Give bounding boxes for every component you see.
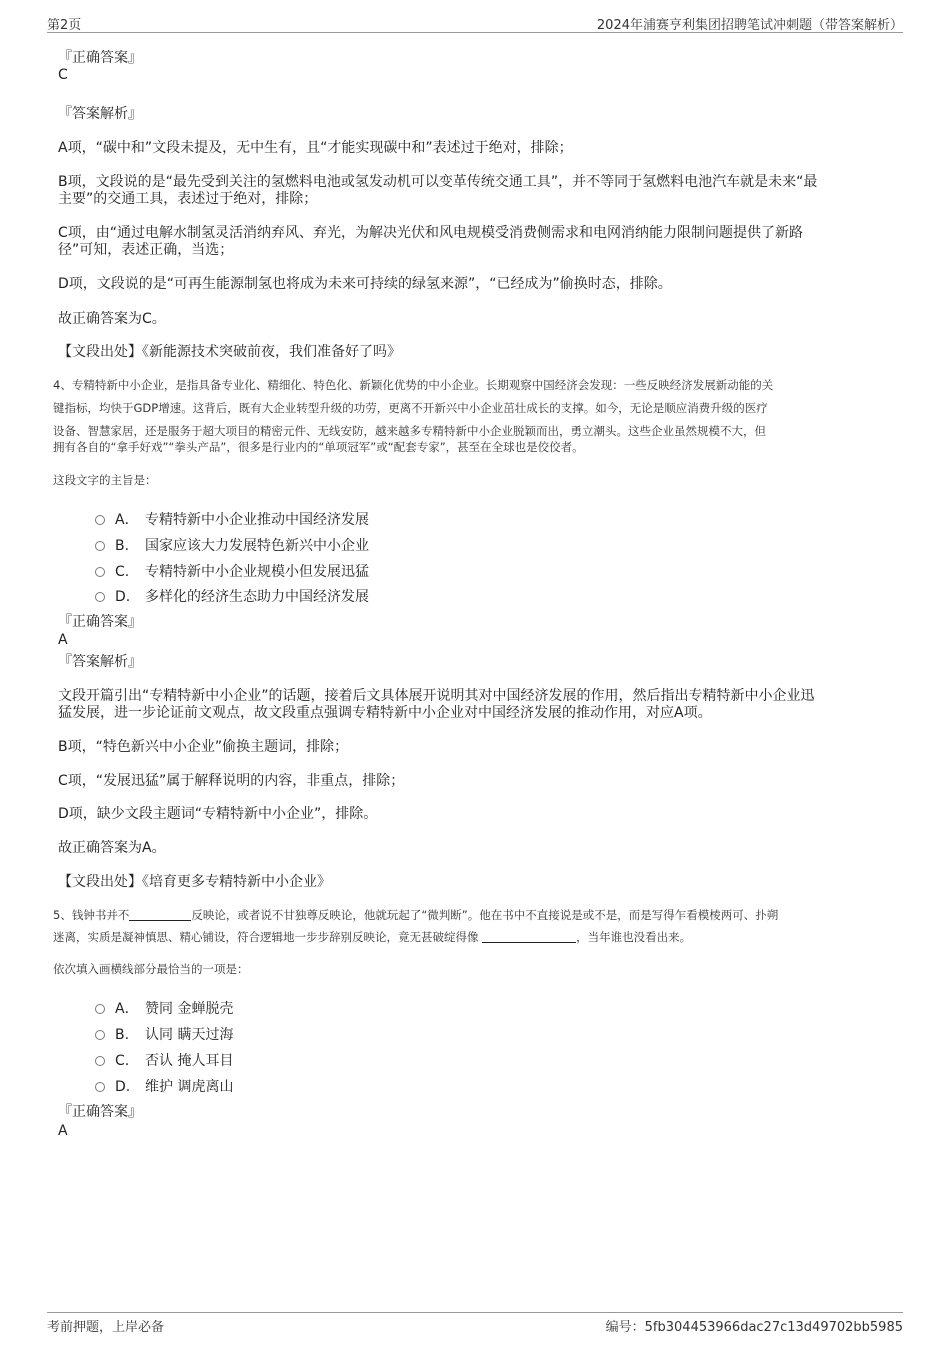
blank-line [129, 908, 191, 921]
option-c[interactable]: C. 否认 掩人耳目 [95, 1050, 233, 1070]
blank-line [482, 930, 576, 943]
radio-icon[interactable] [95, 1004, 105, 1014]
option-b[interactable]: B. 认同 瞒天过海 [95, 1024, 233, 1044]
analysis-b-1: B项，文段说的是“最先受到关注的氢燃料电池或氢发动机可以变革传统交通工具”，并不等同于氢燃料电池汽车就是未来“最 [58, 174, 818, 190]
analysis-label: 『答案解析』 [58, 654, 142, 670]
conclusion: 故正确答案为C。 [58, 311, 166, 327]
answer-value: C [58, 67, 68, 83]
option-a[interactable]: A． 赞同 金蝉脱壳 [95, 998, 233, 1018]
page-number: 第2页 [47, 18, 82, 33]
question-4-stem-2: 键指标，均快于GDP增速。这背后，既有大企业转型升级的功劳，更离不开新兴中小企业茁壮成长的支撑。如今，无论是顺应消费升级的医疗 [53, 401, 768, 415]
answer-value: A [58, 632, 68, 648]
footer-slogan: 考前押题，上岸必备 [47, 1320, 165, 1335]
document-title: 2024年浦赛亨利集团招聘笔试冲刺题（带答案解析） [596, 18, 903, 33]
analysis-1: 文段开篇引出“专精特新中小企业”的话题，接着后文具体展开说明其对中国经济发展的作用，然后指出专精特新中小企业迅 [58, 688, 815, 704]
radio-icon[interactable] [95, 592, 105, 602]
radio-icon[interactable] [95, 1082, 105, 1092]
document-id: 编号：5fb304453966dac27c13d49702bb5985 [605, 1320, 903, 1335]
analysis-c: C项，“发展迅猛”属于解释说明的内容，非重点，排除； [58, 773, 405, 789]
answer-value: A [58, 1123, 68, 1139]
answer-label: 『正确答案』 [58, 1104, 142, 1120]
option-b[interactable]: B. 国家应该大力发展特色新兴中小企业 [95, 535, 369, 555]
question-5-stem-1: 5、钱钟书并不 反映论，或者说不甘独尊反映论，他就玩起了“微判断”。他在书中不直接说是或不是，而是写得乍看模棱两可、扑朔 [53, 908, 779, 922]
answer-label: 『正确答案』 [58, 614, 142, 630]
page-header [47, 12, 903, 33]
analysis-c-2: 径”可知，表述正确，当选； [58, 242, 234, 258]
source: 【文段出处】《培育更多专精特新中小企业》 [58, 874, 331, 890]
question-5-prompt: 依次填入画横线部分最恰当的一项是： [53, 962, 249, 976]
radio-icon[interactable] [95, 567, 105, 577]
page-footer [47, 1312, 903, 1335]
option-d[interactable]: D. 维护 调虎离山 [95, 1076, 233, 1096]
option-a[interactable]: A． 专精特新中小企业推动中国经济发展 [95, 509, 369, 529]
analysis-c-1: C项，由“通过电解水制氢灵活消纳弃风、弃光，为解决光伏和风电规模受消费侧需求和电网消纳能力限制问题提供了新路 [58, 225, 804, 241]
analysis-a: A项，“碳中和”文段未提及，无中生有，且“才能实现碳中和”表述过于绝对，排除； [58, 140, 573, 156]
analysis-b: B项，“特色新兴中小企业”偷换主题词，排除； [58, 739, 349, 755]
option-c[interactable]: C. 专精特新中小企业规模小但发展迅猛 [95, 561, 369, 581]
radio-icon[interactable] [95, 515, 105, 525]
radio-icon[interactable] [95, 1030, 105, 1040]
analysis-label: 『答案解析』 [58, 106, 142, 122]
analysis-b-2: 主要”的交通工具，表述过于绝对，排除； [58, 191, 318, 207]
question-4-stem-1: 4、专精特新中小企业，是指具备专业化、精细化、特色化、新颖化优势的中小企业。长期观察中国经济会发现：一些反映经济发展新动能的关 [53, 378, 774, 392]
question-5-stem-2: 迷离，实质是凝神慎思、精心铺设，符合逻辑地一步步辞别反映论，竟无甚破绽得像 ，当年谁也没看出来。 [53, 930, 692, 944]
answer-label: 『正确答案』 [58, 50, 142, 66]
analysis-d: D项，文段说的是“可再生能源制氢也将成为未来可持续的绿氢来源”，“已经成为”偷换时态，排除。 [58, 276, 672, 292]
question-4-stem-4: 拥有各自的“拿手好戏”“拳头产品”，很多是行业内的“单项冠军”或“配套专家”，甚至在全球也是佼佼者。 [53, 440, 584, 454]
analysis-2: 猛发展，进一步论证前文观点，故文段重点强调专精特新中小企业对中国经济发展的推动作用，对应A项。 [58, 705, 712, 721]
conclusion: 故正确答案为A。 [58, 840, 166, 856]
source: 【文段出处】《新能源技术突破前夜，我们准备好了吗》 [58, 344, 401, 360]
analysis-d: D项，缺少文段主题词“专精特新中小企业”，排除。 [58, 806, 378, 822]
question-4-stem-3: 设备、智慧家居，还是服务于超大项目的精密元件、无线安防，越来越多专精特新中小企业脱颖而出，勇立潮头。这些企业虽然规模不大，但 [53, 424, 766, 438]
option-d[interactable]: D. 多样化的经济生态助力中国经济发展 [95, 586, 369, 606]
question-4-prompt: 这段文字的主旨是： [53, 473, 157, 487]
radio-icon[interactable] [95, 1056, 105, 1066]
radio-icon[interactable] [95, 541, 105, 551]
